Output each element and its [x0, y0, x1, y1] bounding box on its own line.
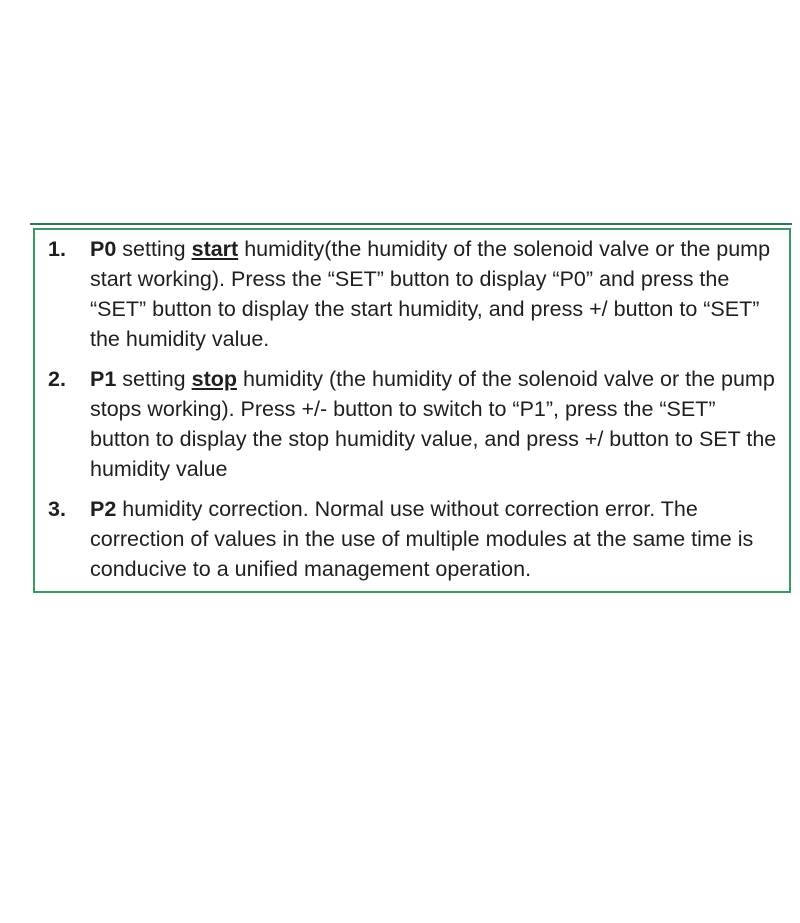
list-item	[35, 494, 789, 584]
list-item	[35, 364, 789, 484]
step-number: 1.	[48, 237, 66, 261]
step-text-lead: setting	[116, 237, 192, 261]
step-number: 2.	[48, 367, 66, 391]
step-text: humidity (the humidity of the solenoid valve or the pump stops working). Press +/- button to switch to “P1”, press the “SET” button to display the stop humidity value, and press +/ button to SET the humidity value	[90, 367, 777, 481]
step-number: 3.	[48, 497, 66, 521]
step-keyword: stop	[191, 367, 237, 391]
step-text: humidity(the humidity of the solenoid valve or the pump start working). Press the “SET” button to display “P0” and press the “SET” button to display the start humidity, and press +/ button to “SET” the humidity value.	[90, 237, 771, 351]
step-text: humidity correction. Normal use without correction error. The correction of values in the use of multiple modules at the same time is conducive to a unified management operation.	[90, 497, 754, 581]
step-list	[35, 234, 789, 594]
step-keyword: start	[191, 237, 239, 261]
step-text-lead: setting	[116, 367, 192, 391]
top-divider	[30, 223, 792, 225]
list-item	[35, 234, 789, 354]
parameter-code: P2	[90, 497, 117, 521]
parameter-code: P1	[90, 367, 117, 391]
parameter-code: P0	[90, 237, 117, 261]
instruction-box	[33, 228, 791, 593]
